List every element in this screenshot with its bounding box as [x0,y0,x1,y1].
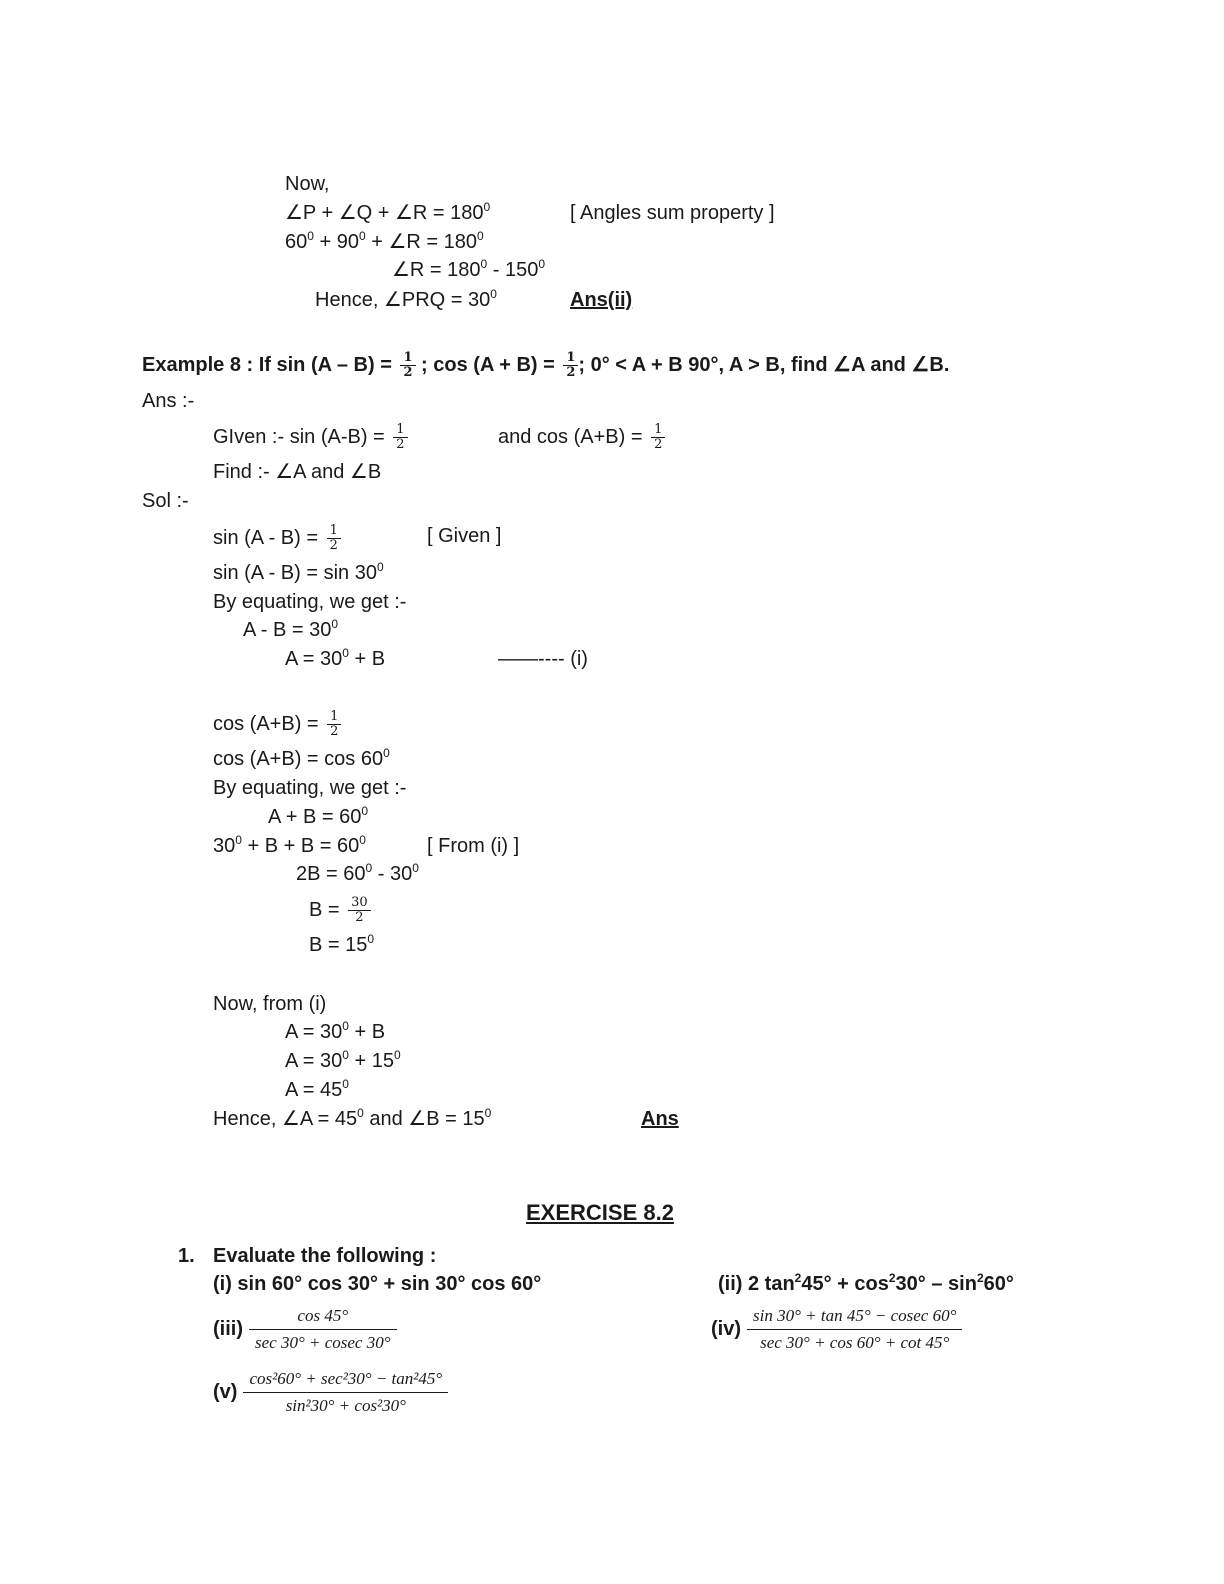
part-iv-fraction: sin 30° + tan 45° − cosec 60° sec 30° + cos 60° + cot 45° [747,1305,962,1354]
find-statement: Find :- ∠A and ∠B [213,461,382,483]
part-iii: (iii) cos 45° sec 30° + cosec 30° [213,1305,397,1354]
hence-prq: Hence, ∠PRQ = $30^0$ [315,287,497,311]
exercise-title: EXERCISE 8.2 [526,1200,674,1225]
sin-30-step: $\sin (A - B) = \sin 30^0$ [213,560,384,584]
part-v: (v) cos²60° + sec²30° − tan²45° sin²30° + cos²30° [213,1368,448,1417]
a-eq-step-3: $A = 45^0$ [285,1077,349,1101]
substitute-step: $30^0 + B + B = 60^0$ [213,833,366,857]
part-i: (i) sin 60° cos 30° + sin 30° cos 60° [213,1273,542,1295]
b-result-step: $B = 15^0$ [309,932,375,956]
two-b-step: $2B = 60^0 - 30^0$ [296,861,419,885]
cos-given-step: cos (A+B) = $\frac{1}{2}$ [213,710,341,739]
answer-ii-label: Ans(ii) [570,289,633,311]
a-minus-b-step: $A - B = 30^0$ [243,617,339,641]
text-now: Now, [285,173,330,195]
a-eq-step-1: $A = 30^0 + B$ [285,1019,386,1043]
fraction-one-half: $\frac{1}{2}$ [651,423,665,452]
fraction-one-half: $\frac{1}{2}$ [327,524,341,553]
part-v-fraction: cos²60° + sec²30° − tan²45° sin²30° + cos²30° [243,1368,448,1417]
sol-label: Sol :- [142,490,189,512]
part-iii-fraction: cos 45° sec 30° + cosec 30° [249,1305,397,1354]
given-statement: GIven :- sin (A-B) = $\frac{1}{2}$ [213,423,408,452]
equating-text-2: By equating, we get :- [213,777,407,799]
example-8-question: Example 8 : If sin (A – B) = $\frac{1}{2}$ ; cos (A + B) = $\frac{1}{2}$ ; 0° < A + B 90°, A > B, find ∠A and ∠B. [142,350,950,380]
cos-60-step: $\cos (A+B) = \cos 60^0$ [213,746,390,770]
angle-sum-note: [ Angles sum property ] [570,202,775,224]
angle-sum-equation: ∠P + ∠Q + ∠R = $180^0$ [285,200,491,224]
from-i-note: [ From (i) ] [427,835,520,857]
given-note: [ Given ] [427,525,502,547]
substitution-equation: $60^0 + 90^0$ + ∠R = $180^0$ [285,229,484,253]
part-iv: (iv) sin 30° + tan 45° − cosec 60° sec 30° + cos 60° + cot 45° [711,1305,962,1354]
ans-label: Ans :- [142,390,195,412]
question-1-number: 1. [178,1245,195,1267]
b-fraction-step: B = $\frac{30}{2}$ [309,896,371,925]
sin-given-step: sin (A - B) = $\frac{1}{2}$ [213,524,341,553]
answer-label: Ans [641,1108,679,1130]
equation-i-marker: ——---- (i) [498,648,588,670]
fraction-one-half: $\frac{1}{2}$ [393,423,407,452]
a-eq-step-2: $A = 30^0 + 15^0$ [285,1048,401,1072]
a-plus-b-step: $A + B = 60^0$ [268,804,369,828]
angle-r-equation: ∠R = $180^0 - 150^0$ [392,257,546,281]
equating-text: By equating, we get :- [213,591,407,613]
fraction-one-half: $\frac{1}{2}$ [563,351,578,380]
final-result: Hence, ∠A = $45^0$ and ∠B = $15^0$ [213,1106,492,1130]
part-ii: (ii) 2 $\tan^245^\circ + \cos^230^\circ - \sin^260^\circ$ [718,1271,1014,1295]
fraction-one-half: $\frac{1}{2}$ [327,710,341,739]
fraction-30-over-2: $\frac{30}{2}$ [348,896,371,925]
fraction-one-half: $\frac{1}{2}$ [400,351,415,380]
question-1-text: Evaluate the following : [213,1245,437,1267]
given-cos-statement: and cos (A+B) = $\frac{1}{2}$ [498,423,665,452]
now-from-i: Now, from (i) [213,993,327,1015]
a-equals-step: $A = 30^0 + B$ [285,646,386,670]
